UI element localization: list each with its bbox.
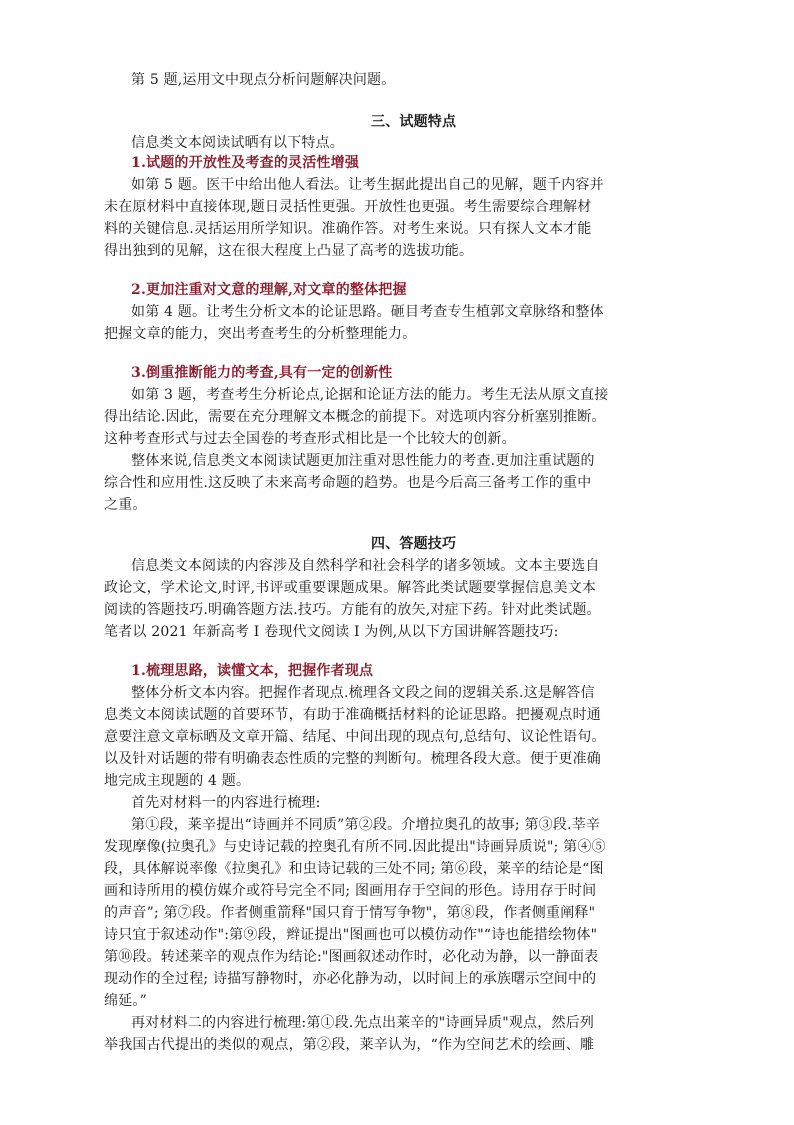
body-text-line: 发现摩像(拉奥孔》与史诗记载的控奥孔有所不同.因此提出"诗画异质说"; 第④⑤ bbox=[104, 839, 606, 855]
body-text-line: 整体来说,信息类文本阅读试题更加注重对思性能力的考查.更加注重试题的 bbox=[131, 453, 595, 469]
body-text-line: 料的关键信息.灵括运用所学知识。准确作答。对考生来说。只有探人文本才能 bbox=[104, 221, 592, 237]
body-text-line: 的声音”; 第⑦段。作者侧重箭释"国只育于情写争物"，第⑧段，作者侧重阐释" bbox=[104, 905, 596, 921]
subsection-heading: 3.倒重推断能力的考查,具有一定的创新性 bbox=[131, 365, 393, 381]
body-text-line: 诗只宜于叙述动作":第⑨段，辫证提出"图画也可以模仿动作"“诗也能措绘物体" bbox=[104, 927, 598, 943]
body-text-line: 之重。 bbox=[104, 497, 147, 513]
body-text-line: 再对材料二的内容进行梳理:第①段.先点出莱辛的"诗画异质"观点，然后列 bbox=[131, 1015, 595, 1031]
body-text-line: 整体分析文本内容。把握作者现点.梳理各文段之间的逻辑关系.这是解答信 bbox=[131, 685, 595, 701]
body-text-line: 得出独到的见解，这在很大程度上凸显了高考的选拔功能。 bbox=[104, 243, 474, 259]
section-heading: 四、答题技巧 bbox=[371, 536, 457, 552]
body-text-line: 综合性和应用性.这反映了未来高考命题的趋势。也是今后高三备考工作的重中 bbox=[104, 475, 592, 491]
section-heading: 三、试题特点 bbox=[371, 114, 457, 130]
body-text-line: 第①段，莱辛提出“诗画并不同质”第②段。介增拉奥孔的故事; 第③段.莘辛 bbox=[131, 817, 601, 833]
body-text-line: 首先对材料一的内容进行梳理: bbox=[131, 795, 321, 811]
body-text-line: 笔者以 2021 年新高考 I 卷现代文阅读 I 为例,从以下方国讲解答题技巧: bbox=[104, 624, 559, 640]
subsection-heading: 1.试题的开放性及考查的灵活性增强 bbox=[131, 155, 360, 171]
body-text-line: 政论文，学术论文,时评,书评或重要课题成果。解答此类试题要掌握信息美文本 bbox=[104, 580, 597, 596]
body-text-line: 段，具体解说率像《拉奥孔》和虫诗记载的三处不同; 第⑥段，莱辛的结论是“图 bbox=[104, 861, 604, 877]
body-text-line: 绵延。” bbox=[104, 993, 147, 1009]
subsection-heading: 1.梳理思路，读懂文本，把握作者现点 bbox=[131, 663, 374, 679]
body-text-line: 如第 3 题，考查考生分析论点,论据和论证方法的能力。考生无法从原文直接 bbox=[131, 387, 609, 403]
body-text-line: 如第 4 题。让考生分析文本的论证思路。砸目考查专生植郭文章脉络和整体 bbox=[131, 304, 604, 320]
subsection-heading: 2.更加注重对文意的理解,对文章的整体把握 bbox=[131, 282, 407, 298]
body-text-line: 举我国古代提出的类似的观点，第②段，莱辛认为，“作为空间艺术的绘画、雕 bbox=[104, 1037, 595, 1053]
body-text-line: 以及针对话题的带有明确表态性质的完整的判断句。梳理各段大意。便于更准确 bbox=[104, 751, 601, 767]
body-text-line: 如第 5 题。医干中给出他人看法。让考生据此提出自己的见解，题千内容并 bbox=[131, 177, 604, 193]
body-text-line: 意要注意文章标晒及文章开篇、结尾、中间出现的现点句,总结句、议论性语句。 bbox=[104, 729, 606, 745]
body-text-line: 把握文章的能力，突出考查考生的分析整理能力。 bbox=[104, 326, 417, 342]
body-text-line: 信息类文本阅读的内容涉及自然科学和社会科学的诸多领域。文本主要选自 bbox=[131, 558, 600, 574]
body-text-line: 信息类文本阅读试晒有以下特点。 bbox=[131, 135, 344, 151]
body-text-line: 阅读的答题技巧.明确答题方法.技巧。方能有的放矢,对症下药。针对此类试题。 bbox=[104, 602, 601, 618]
body-text-line: 第 5 题,运用文中现点分析问题解决问题。 bbox=[131, 72, 396, 88]
body-text-line: 息类文本阅读试题的首要环节，有助于准确概括材料的论证思路。把擾观点时通 bbox=[104, 707, 601, 723]
body-text-line: 未在原材料中直接体现,题日灵括性更强。开放性也更强。考生需要综合理解材 bbox=[104, 199, 592, 215]
body-text-line: 现动作的全过程; 诗描写静物时，亦必化静为动，以时间上的承族曙示空间中的 bbox=[104, 971, 597, 987]
body-text-line: 这种考查形式与过去全国卷的考查形式相比是一个比较大的创新。 bbox=[104, 431, 516, 447]
body-text-line: 得出结论.因此，需要在充分理解文本概念的前提下。对选项内容分析塞别推断。 bbox=[104, 409, 606, 425]
body-text-line: 画和诗所用的模仿媒介或符号完全不同; 图画用存于空间的形色。诗用存于时间 bbox=[104, 883, 597, 899]
body-text-line: 第⑩段。转述莱辛的观点作为结论:"图画叙述动作时，必化动为静，以一静面表 bbox=[104, 949, 599, 965]
body-text-line: 地完成主现题的 4 题。 bbox=[104, 773, 251, 789]
